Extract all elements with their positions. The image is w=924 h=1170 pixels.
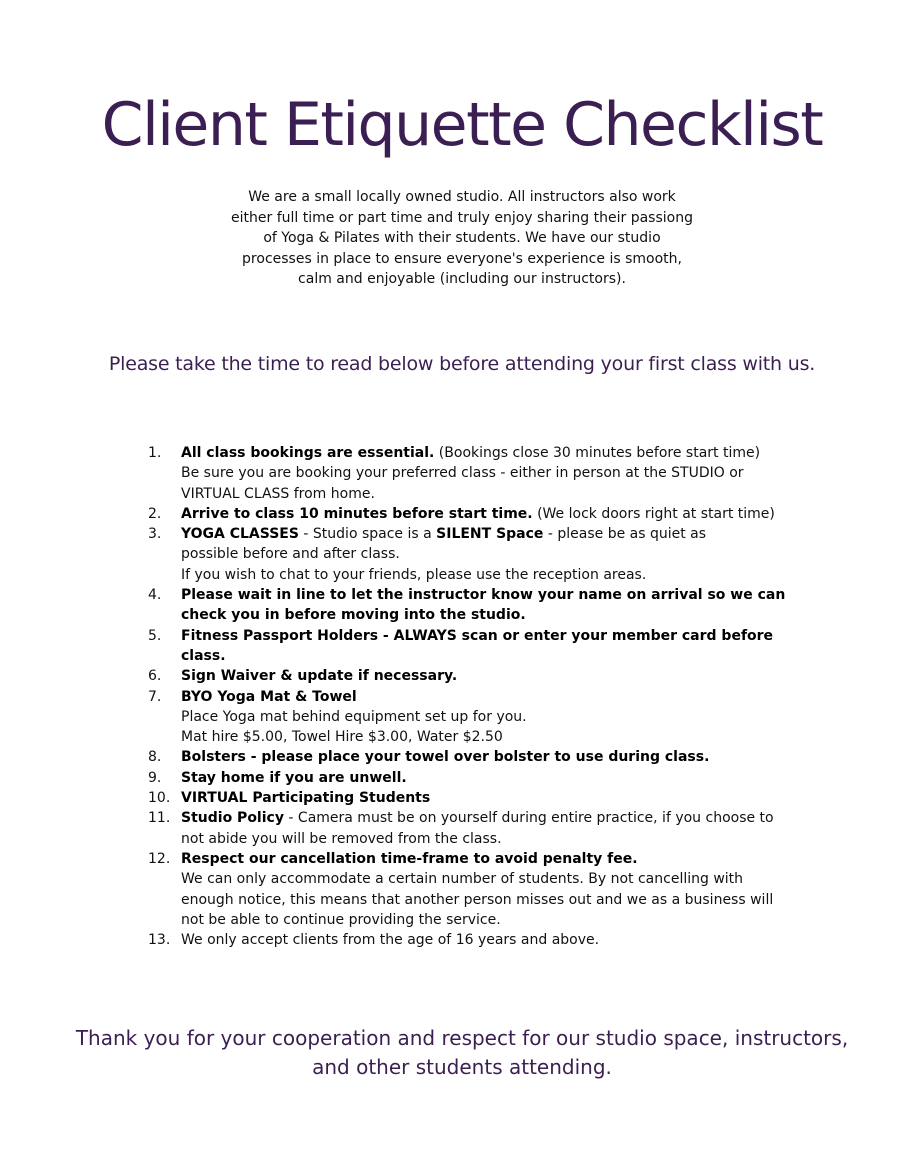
item-detail-line: enough notice, this means that another person misses out and we as a business will xyxy=(181,891,774,908)
item-detail-line: VIRTUAL CLASS from home. xyxy=(181,485,375,502)
item-detail-line: not abide you will be removed from the class. xyxy=(181,830,502,847)
item-number: 4. xyxy=(148,587,162,604)
item-number: 12. xyxy=(148,850,171,867)
page-title: Client Etiquette Checklist xyxy=(101,90,823,160)
checklist-item xyxy=(148,626,788,667)
subheading: Please take the time to read below before attending your first class with us. xyxy=(108,353,816,375)
item-bold-text: VIRTUAL Participating Students xyxy=(181,790,431,807)
item-bold-text: Stay home if you are unwell. xyxy=(181,769,407,786)
item-text: (We lock doors right at start time) xyxy=(532,505,775,522)
item-bold-text: All class bookings are essential. xyxy=(181,445,435,461)
item-number: 2. xyxy=(148,505,162,522)
checklist-item xyxy=(148,930,788,950)
item-line xyxy=(181,930,788,950)
checklist-item xyxy=(148,687,788,748)
item-number: 5. xyxy=(148,627,162,644)
item-number: 11. xyxy=(148,810,171,827)
item-detail-line: Mat hire $5.00, Towel Hire $3.00, Water $2.50 xyxy=(181,729,503,746)
item-line xyxy=(181,768,788,788)
footer-line: Thank you for your cooperation and respect for our studio space, instructors, xyxy=(75,1026,849,1050)
checklist-item xyxy=(148,849,788,930)
item-line xyxy=(181,849,788,869)
item-bold-text: Please wait in line to let the instructor know your name on arrival so we can xyxy=(181,587,786,604)
footer-line: and other students attending. xyxy=(312,1055,612,1079)
item-line xyxy=(181,666,788,686)
item-number: 9. xyxy=(148,769,162,786)
item-number: 13. xyxy=(148,932,171,949)
item-detail-line: If you wish to chat to your friends, please use the reception areas. xyxy=(181,566,647,583)
checklist-item xyxy=(148,747,788,767)
item-line xyxy=(181,788,788,808)
item-number: 7. xyxy=(148,688,162,705)
item-detail-line: We can only accommodate a certain number of students. By not cancelling with xyxy=(181,871,744,888)
checklist-item xyxy=(148,768,788,788)
item-bold-text: Sign Waiver & update if necessary. xyxy=(181,668,458,685)
item-detail-line: Place Yoga mat behind equipment set up for you. xyxy=(181,708,527,725)
item-number: 8. xyxy=(148,749,162,766)
item-number: 6. xyxy=(148,668,162,685)
item-text: We only accept clients from the age of 16 years and above. xyxy=(181,932,600,949)
item-text: - Studio space is a xyxy=(298,526,437,543)
intro-line: either full time or part time and truly enjoy sharing their passiong xyxy=(231,209,693,226)
footer-thanks xyxy=(0,1024,924,1082)
item-bold-continuation: class. xyxy=(181,647,226,664)
item-detail-line: Be sure you are booking your preferred class - either in person at the STUDIO or xyxy=(181,465,744,482)
checklist-item xyxy=(148,808,788,849)
item-bold-text: Studio Policy xyxy=(181,810,284,827)
item-line xyxy=(181,524,788,544)
item-line xyxy=(181,504,788,524)
item-detail-line: possible before and after class. xyxy=(181,546,400,563)
item-bold-text: Fitness Passport Holders - ALWAYS scan or enter your member card before xyxy=(181,627,774,644)
item-detail-line: not be able to continue providing the service. xyxy=(181,911,501,928)
intro-line: calm and enjoyable (including our instructors). xyxy=(298,271,626,287)
item-line xyxy=(181,626,788,646)
item-bold-text: Bolsters - please place your towel over bolster to use during class. xyxy=(181,749,710,766)
item-bold-text: Arrive to class 10 minutes before start time. xyxy=(181,505,533,522)
item-text: (Bookings close 30 minutes before start time) xyxy=(434,445,761,461)
etiquette-checklist xyxy=(148,443,788,950)
item-bold-text: SILENT Space xyxy=(436,526,544,543)
item-line xyxy=(181,687,788,707)
intro-line: We are a small locally owned studio. All instructors also work xyxy=(248,189,676,205)
item-bold-text: Respect our cancellation time-frame to avoid penalty fee. xyxy=(181,850,638,867)
checklist-item xyxy=(148,788,788,808)
intro-line: of Yoga & Pilates with their students. We have our studio xyxy=(263,230,661,246)
intro-line: processes in place to ensure everyone's experience is smooth, xyxy=(242,250,682,267)
item-line xyxy=(181,585,788,605)
item-text: - Camera must be on yourself during entire practice, if you choose to xyxy=(283,810,774,827)
item-number: 3. xyxy=(148,526,162,543)
item-text: - please be as quiet as xyxy=(543,526,707,543)
checklist-item xyxy=(148,666,788,686)
checklist-item xyxy=(148,585,788,626)
item-bold-text: YOGA CLASSES xyxy=(181,526,299,543)
checklist-item xyxy=(148,504,788,524)
item-line xyxy=(181,808,788,828)
item-number: 1. xyxy=(148,445,162,461)
checklist-item xyxy=(148,524,788,585)
item-bold-text: BYO Yoga Mat & Towel xyxy=(181,688,357,705)
checklist-item xyxy=(148,443,788,504)
intro-paragraph xyxy=(200,187,724,290)
item-number: 10. xyxy=(148,790,171,807)
item-line xyxy=(181,443,788,463)
item-line xyxy=(181,747,788,767)
item-bold-continuation: check you in before moving into the studio. xyxy=(181,607,526,624)
